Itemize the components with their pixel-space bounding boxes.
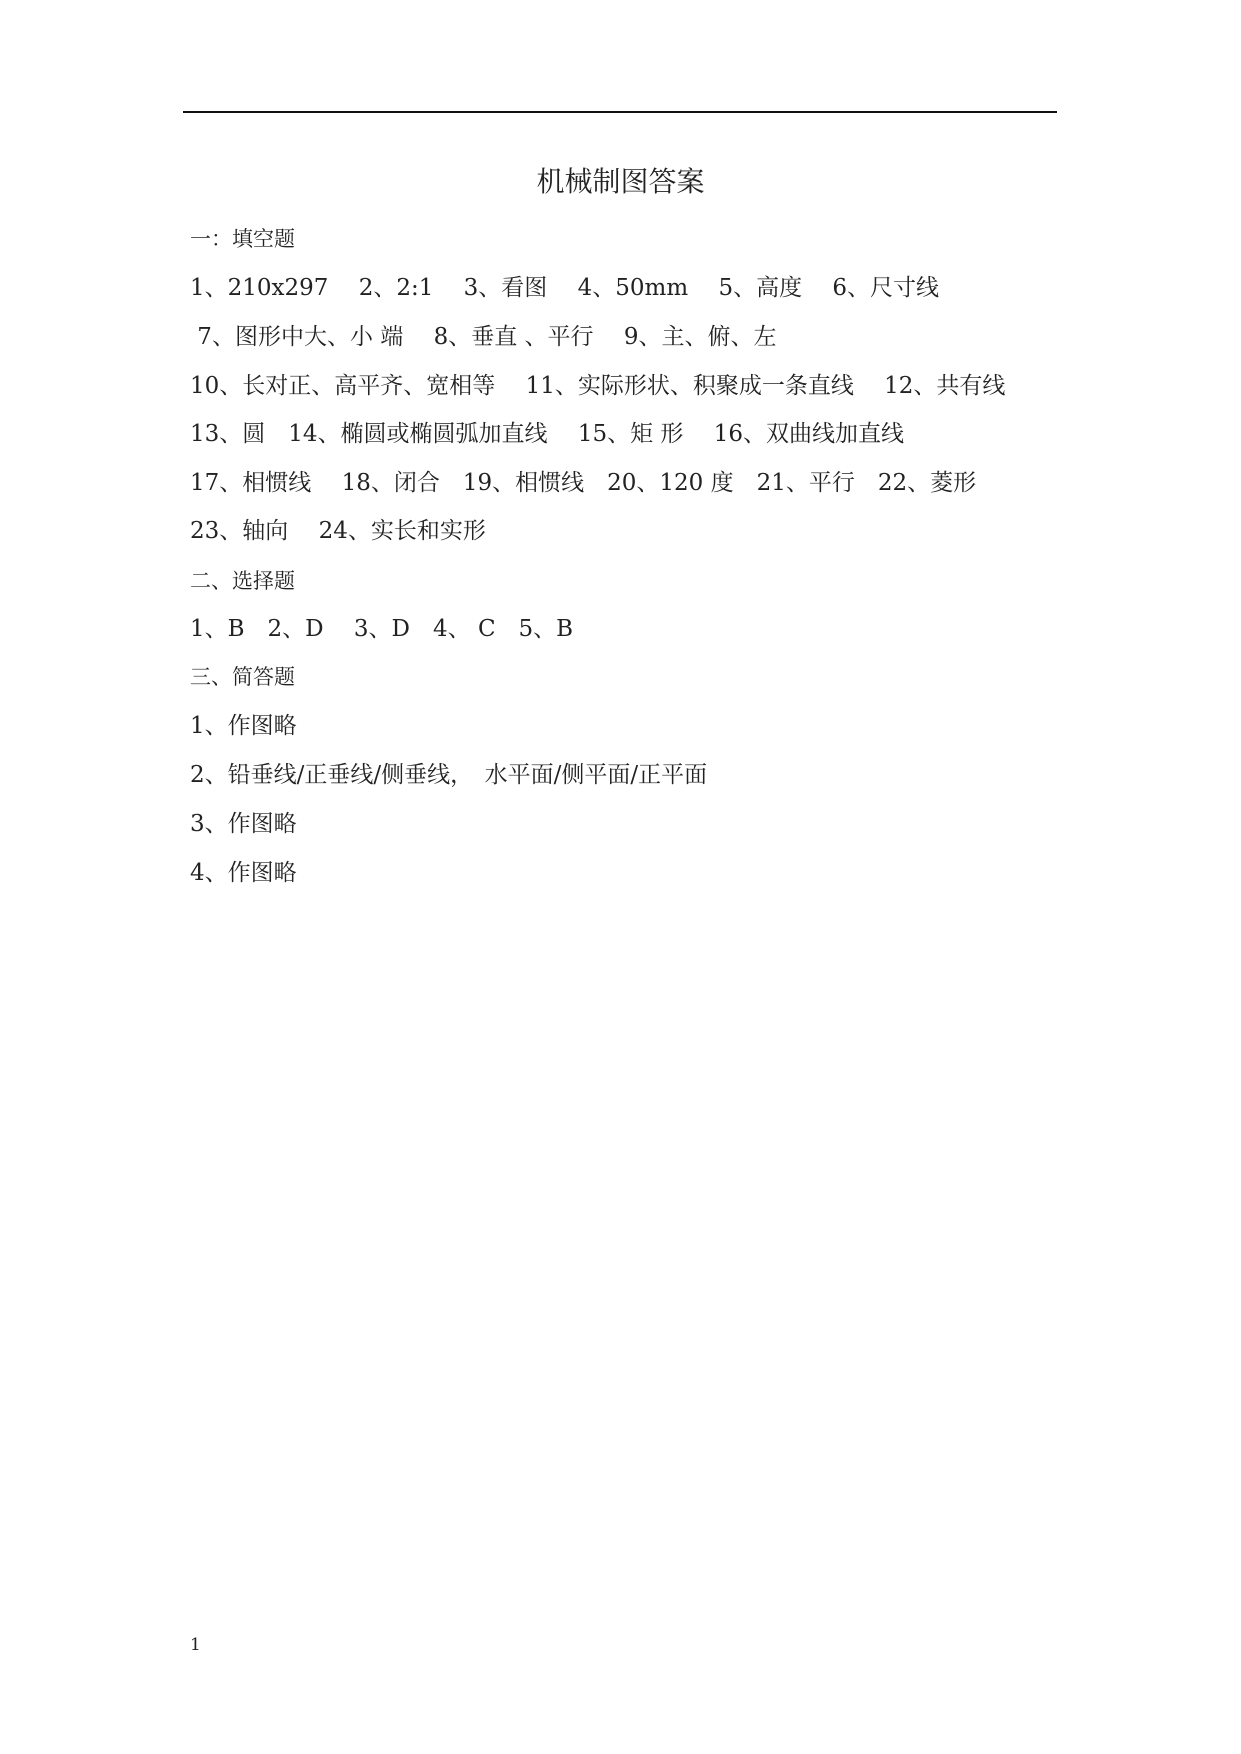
short-answer-line-4: 4、作图略 [190,860,297,886]
answer-line-1: 1、210x297 2、2:1 3、看图 4、50mm 5、高度 6、尺寸线 [190,275,940,301]
header-rule [183,111,1057,113]
page-title: 机械制图答案 [536,165,705,198]
short-answer-line-2: 2、铅垂线/正垂线/侧垂线， 水平面/侧平面/正平面 [190,762,708,788]
answer-line-2: 7、图形中大、小 端 8、垂直 、平行 9、主、俯、左 [190,324,777,350]
section-heading-short-answer: 三、简答题 [190,665,295,689]
short-answer-line-1: 1、作图略 [190,713,297,739]
answer-line-4: 13、圆 14、椭圆或椭圆弧加直线 15、矩 形 16、双曲线加直线 [190,421,904,447]
answer-line-6: 23、轴向 24、实长和实形 [190,518,486,544]
page-number: 1 [190,1635,201,1655]
section-heading-fill-blank: 一：填空题 [190,227,295,251]
answer-line-3: 10、长对正、高平齐、宽相等 11、实际形状、积聚成一条直线 12、共有线 [190,373,1006,399]
choice-answers-line: 1、B 2、D 3、D 4、 C 5、B [190,616,574,642]
short-answer-line-3: 3、作图略 [190,811,297,837]
section-heading-multiple-choice: 二、选择题 [190,569,295,593]
answer-line-5: 17、相惯线 18、闭合 19、相惯线 20、120 度 21、平行 22、菱形 [190,470,977,496]
